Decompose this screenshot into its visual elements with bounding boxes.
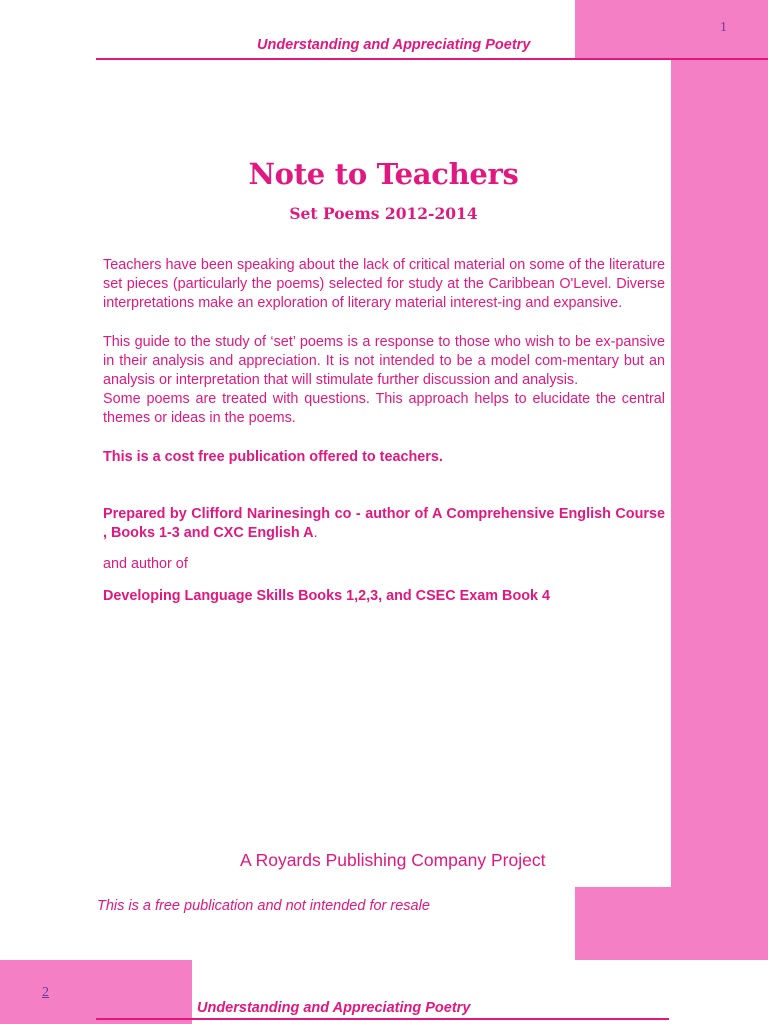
- bottom-left-color-band: [0, 960, 192, 1024]
- page-subtitle: Set Poems 2012-2014: [289, 204, 478, 223]
- running-header-title: Understanding and Appreciating Poetry: [257, 37, 531, 53]
- running-footer-title: Understanding and Appreciating Poetry: [197, 1000, 471, 1016]
- header-divider: [96, 58, 768, 60]
- footer-divider-left: [0, 1018, 96, 1020]
- publisher-project: A Royards Publishing Company Project: [240, 850, 546, 870]
- page-number: 1: [720, 20, 727, 35]
- right-sidebar-band: [671, 60, 768, 887]
- footer-divider: [96, 1018, 669, 1020]
- bottom-right-color-band: [575, 887, 768, 960]
- and-author-of: and author of: [103, 556, 188, 573]
- prepared-by-paragraph: [103, 505, 665, 543]
- prepared-by-statement: Prepared by Clifford Narinesingh co - author of A Comprehensive English Course , Books 1-3 and CXC English A: [103, 505, 665, 542]
- paragraph-guide: This guide to the study of ‘set’ poems is a response to those who wish to be ex-pansive in their analysis and appreciation. It is not intended to be a model com-mentary but an analysis or interpretation that will stimulate further discussion and analysis.: [103, 333, 665, 389]
- paragraph-intro: Teachers have been speaking about the lack of critical material on some of the literature set pieces (particularly the poems) selected for study at the Caribbean O'Level. Diverse interpretations make an exploration of literary material interest-ing and expansive.: [103, 257, 665, 312]
- next-page-number: 2: [42, 985, 49, 1000]
- top-right-color-band: [575, 0, 768, 60]
- cost-free-statement: This is a cost free publication offered to teachers.: [103, 448, 443, 465]
- books-list: Developing Language Skills Books 1,2,3, and CSEC Exam Book 4: [103, 588, 551, 605]
- prepared-by-period: .: [313, 525, 318, 542]
- note-body: [103, 256, 665, 607]
- paragraph-questions: Some poems are treated with questions. This approach helps to elucidate the central themes or ideas in the poems.: [103, 391, 665, 427]
- free-publication-note: This is a free publication and not intended for resale: [97, 898, 430, 914]
- page-title: Note to Teachers: [248, 157, 519, 191]
